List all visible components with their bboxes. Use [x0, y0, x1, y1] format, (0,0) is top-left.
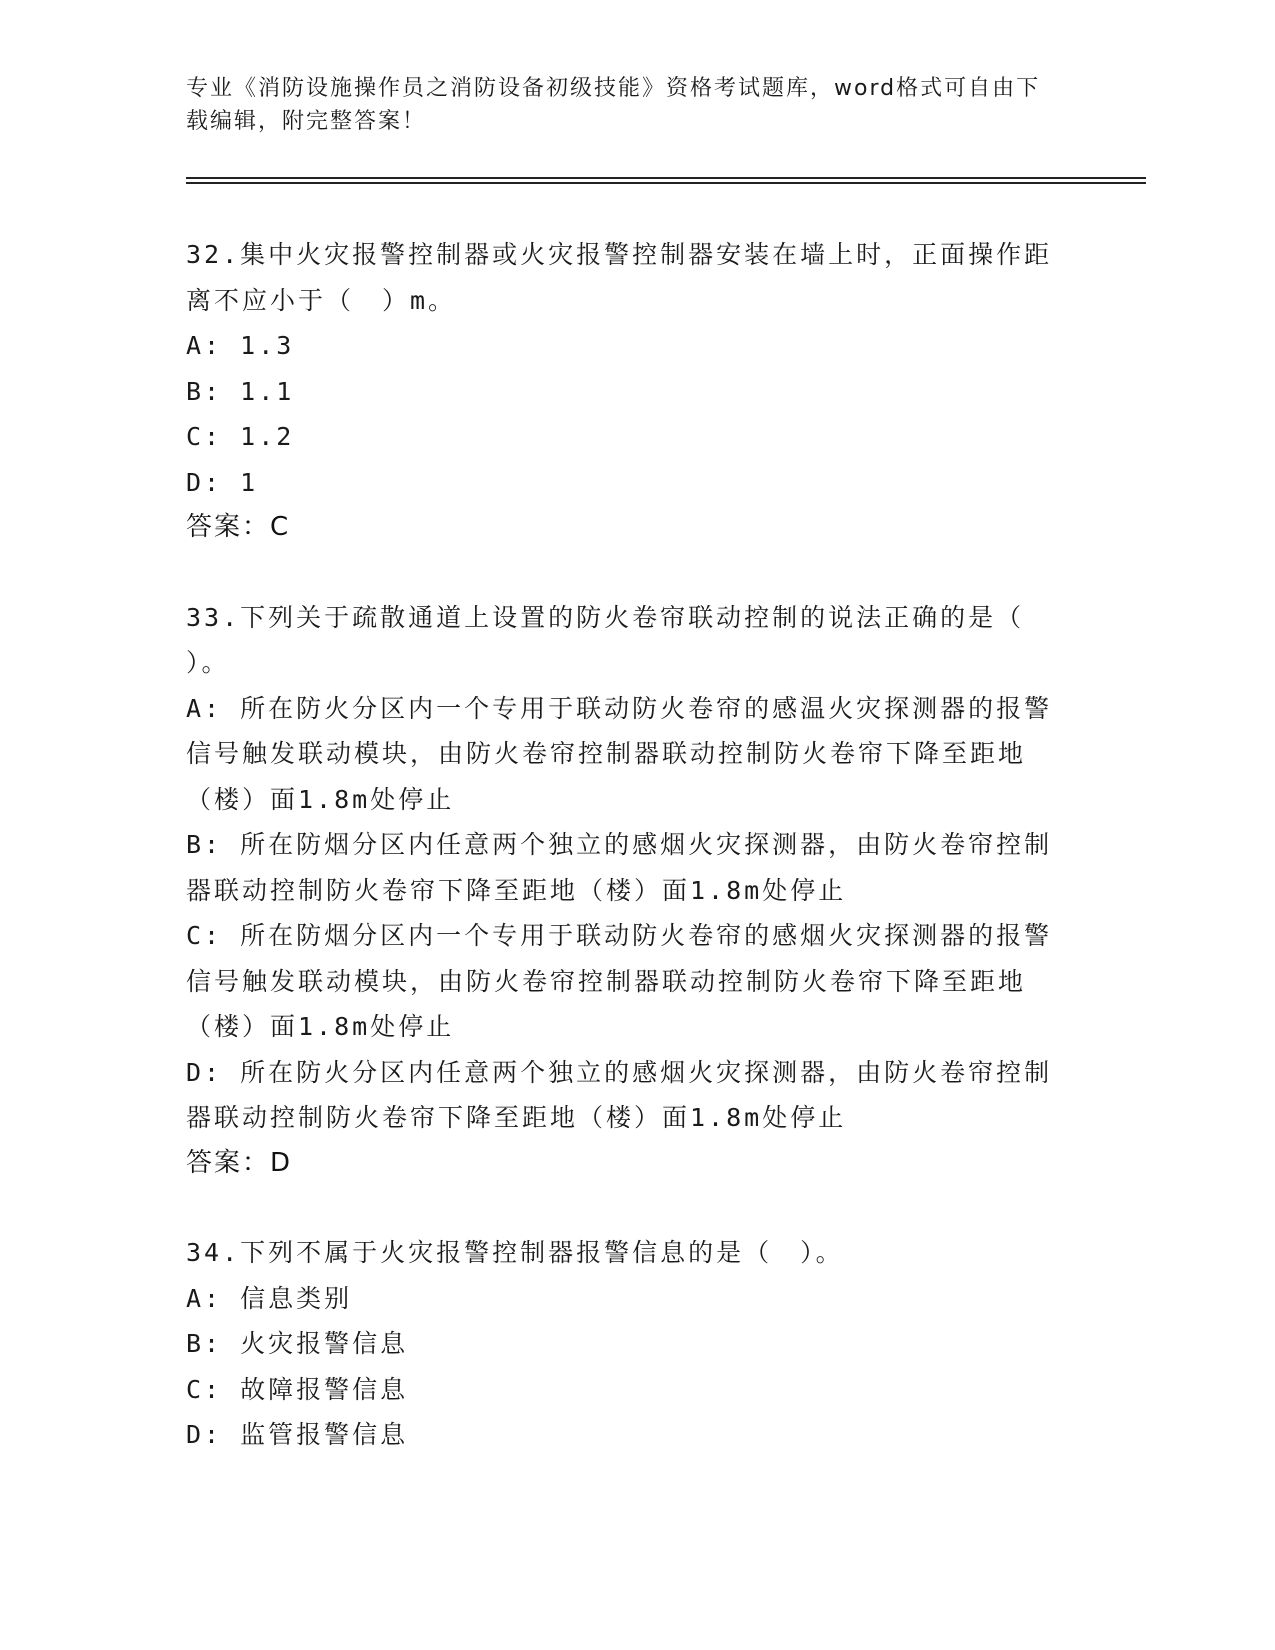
- option-text-line: B: 1.1: [186, 376, 295, 406]
- question-stem-line: 33.下列关于疏散通道上设置的防火卷帘联动控制的说法正确的是（: [186, 602, 1025, 632]
- option-text-line: 器联动控制防火卷帘下降至距地（楼）面1.8m处停止: [186, 875, 847, 905]
- answer-option: [186, 323, 1066, 369]
- answer-option: [186, 913, 1066, 1050]
- option-text-line: A: 信息类别: [186, 1283, 353, 1313]
- option-text-line: 器联动控制防火卷帘下降至距地（楼）面1.8m处停止: [186, 1103, 847, 1132]
- option-text-line: 信号触发联动模块，由防火卷帘控制器联动控制防火卷帘下降至距地: [186, 739, 1027, 768]
- option-text-line: B: 所在防烟分区内任意两个独立的感烟火灾探测器，由防火卷帘控制: [186, 830, 1053, 859]
- header-divider-top: [186, 177, 1146, 179]
- answer-option: [186, 822, 1066, 913]
- answer-key: 答案：D: [186, 1147, 293, 1178]
- question-stem-line: 34.下列不属于火灾报警控制器报警信息的是（ ）。: [186, 1238, 844, 1267]
- question-stem-line: 32.集中火灾报警控制器或火灾报警控制器安装在墙上时，正面操作距: [186, 240, 1053, 269]
- option-text-line: D: 1: [186, 467, 259, 497]
- option-text-line: D: 监管报警信息: [186, 1420, 409, 1449]
- question-block: [186, 595, 1066, 1187]
- answer-option: [186, 1367, 1066, 1413]
- option-text-line: （楼）面1.8m处停止: [186, 784, 455, 814]
- answer-option: [186, 1276, 1066, 1322]
- option-text-line: C: 所在防烟分区内一个专用于联动防火卷帘的感烟火灾探测器的报警: [186, 921, 1053, 950]
- document-header: [186, 72, 1066, 138]
- header-line-1: 专业《消防设施操作员之消防设备初级技能》资格考试题库，word格式可自由下: [186, 76, 1041, 101]
- header-line-2: 载编辑，附完整答案！: [186, 109, 427, 134]
- answer-option: [186, 414, 1066, 460]
- answer-option: [186, 1412, 1066, 1458]
- answer-option: [186, 460, 1066, 506]
- question-stem-line: 离不应小于（ ）m。: [186, 285, 457, 315]
- question-stem-line: ）。: [186, 648, 230, 677]
- option-text-line: （楼）面1.8m处停止: [186, 1012, 455, 1041]
- answer-option: [186, 686, 1066, 823]
- answer-option: [186, 1321, 1066, 1367]
- question-block: [186, 232, 1066, 551]
- header-divider-bottom: [186, 182, 1146, 184]
- option-text-line: D: 所在防火分区内任意两个独立的感烟火灾探测器，由防火卷帘控制: [186, 1057, 1053, 1087]
- answer-key: 答案：C: [186, 512, 291, 542]
- question-block: [186, 1230, 1066, 1458]
- option-text-line: C: 1.2: [186, 422, 295, 451]
- option-text-line: 信号触发联动模块，由防火卷帘控制器联动控制防火卷帘下降至距地: [186, 966, 1027, 996]
- question-list: [186, 232, 1066, 1502]
- option-text-line: A: 1.3: [186, 331, 295, 360]
- answer-option: [186, 1050, 1066, 1141]
- option-text-line: C: 故障报警信息: [186, 1374, 409, 1404]
- option-text-line: B: 火灾报警信息: [186, 1329, 409, 1358]
- answer-option: [186, 369, 1066, 415]
- option-text-line: A: 所在防火分区内一个专用于联动防火卷帘的感温火灾探测器的报警: [186, 693, 1053, 723]
